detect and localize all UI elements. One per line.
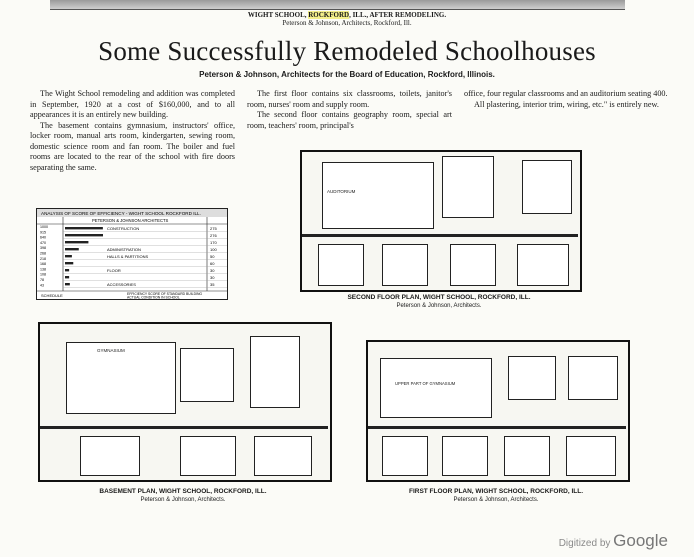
locker-room	[180, 348, 234, 402]
sf-class-room-1	[318, 244, 364, 286]
first-floor-architects: Peterson & Johnson, Architects.	[453, 497, 539, 503]
chart-left-score: 138	[40, 267, 46, 272]
auditorium-label: AUDITORIUM	[327, 189, 356, 194]
chart-bar	[65, 234, 103, 236]
watermark-prefix: Digitized by	[558, 538, 614, 549]
c1-paragraph-1: The Wight School remodeling and addition was completed in September, 1920 at a cost of $160,000, and to all appearances it is an entirely new building.	[30, 89, 235, 119]
ff-class-room-top-1	[508, 356, 556, 400]
domestic-science-room	[254, 436, 312, 476]
chart-row-value: 35	[210, 282, 215, 287]
chart-bar	[65, 283, 70, 285]
chart-bar	[65, 276, 69, 278]
chart-bar	[65, 269, 69, 271]
ff-corridor-wall	[368, 426, 626, 429]
watermark-brand: Google	[613, 531, 668, 550]
chart-left-score: 470	[40, 240, 46, 245]
photo-caption-architects: Peterson & Johnson, Architects, Rockford, Ill.	[282, 19, 412, 27]
chart-row-value: 100	[210, 247, 217, 252]
building-photo-bottom	[50, 0, 625, 10]
chart-left-score: 78	[40, 278, 44, 282]
kindergarten-room	[80, 436, 140, 476]
text-column-1	[30, 89, 235, 173]
chart-left-score: 108	[40, 272, 46, 277]
second-floor-caption-title: SECOND FLOOR PLAN, WIGHT SCHOOL, ROCKFORD, ILL.	[347, 294, 531, 301]
upper-gym-label: UPPER PART OF GYMNASIUM	[395, 381, 456, 386]
photo-caption-prefix: WIGHT SCHOOL,	[247, 11, 309, 19]
google-digitized-watermark	[559, 531, 668, 551]
sf-class-room-2	[382, 244, 428, 286]
chart-left-score: 398	[40, 246, 46, 251]
photo-caption-city: ROCKFORD	[308, 11, 350, 19]
chart-bar	[65, 227, 103, 229]
c2-paragraph-2: The second floor contains geography room, special art room, teachers' room, principal's	[247, 110, 452, 130]
first-floor-plan	[366, 340, 630, 482]
c2-paragraph-1: The first floor contains six classrooms, toilets, janitor's room, nurses' room and supply room.	[247, 89, 452, 109]
article-subtitle: Peterson & Johnson, Architects for the Board of Education, Rockford, Illinois.	[199, 70, 495, 79]
c3-paragraph-2: All plastering, interior trim, wiring, etc." is entirely new.	[474, 99, 659, 109]
ff-class-room-top-2	[568, 356, 618, 400]
text-column-2	[247, 89, 452, 131]
efficiency-chart-svg	[37, 209, 227, 299]
chart-schedule-label: SCHEDULE	[41, 293, 63, 298]
chart-left-score: 43	[40, 283, 44, 288]
c3-paragraph-1: office, four regular classrooms and an auditorium seating 400.	[464, 89, 668, 98]
basement-plan	[38, 322, 332, 482]
photo-caption	[0, 11, 694, 27]
first-floor-caption	[366, 488, 626, 504]
chart-subheader: PETERSON & JOHNSON ARCHITECTS	[92, 218, 169, 223]
chart-row-label: FLOOR	[107, 268, 121, 273]
chart-row-label: ACCESSORIES	[107, 282, 136, 287]
chart-bar	[65, 248, 79, 250]
second-floor-caption	[300, 294, 578, 310]
second-floor-architects: Peterson & Johnson, Architects.	[396, 303, 482, 309]
second-floor-plan	[300, 150, 582, 292]
sf-class-room-top	[522, 160, 572, 214]
chart-legend-2: ACTUAL CONDITION IN SCHOOL	[127, 295, 180, 299]
chart-row-value: 275	[210, 226, 217, 231]
chart-header: ANALYSIS OF SCORE OF EFFICIENCY - WIGHT SCHOOL ROCKFORD ILL.	[41, 211, 201, 216]
basement-architects: Peterson & Johnson, Architects.	[140, 497, 226, 503]
article-title: Some Successfully Remodeled Schoolhouses	[98, 36, 596, 66]
ff-class-room-1	[382, 436, 428, 476]
c1-paragraph-2: The basement contains gymnasium, instructors' office, locker room, manual arts room, kindergarten, sewing room, domestic science room and fan room. The boiler and fuel rooms are located to the rear of the school with fire doors separating the same.	[30, 120, 235, 172]
chart-row-value: 60	[210, 261, 215, 266]
chart-row-value: 170	[210, 240, 217, 245]
basement-corridor-wall	[40, 426, 328, 429]
sf-class-room-4	[517, 244, 569, 286]
ff-class-room-2	[442, 436, 488, 476]
chart-row-label: ADMINISTRATION	[107, 247, 141, 252]
chart-bar	[65, 262, 73, 264]
chart-row-label: HALLS & PARTITIONS	[107, 254, 149, 259]
chart-row-label: CONSTRUCTION	[107, 226, 140, 231]
chart-bar	[65, 241, 88, 243]
chart-row-value: 30	[210, 268, 215, 273]
sewing-room	[180, 436, 236, 476]
first-floor-caption-title: FIRST FLOOR PLAN, WIGHT SCHOOL, ROCKFORD, ILL.	[408, 488, 584, 495]
chart-bar	[65, 255, 72, 257]
chart-left-score: 218	[40, 256, 46, 261]
text-column-3	[464, 89, 669, 110]
ff-class-room-4	[566, 436, 616, 476]
chart-row-value: 30	[210, 275, 215, 280]
efficiency-score-chart	[36, 208, 228, 300]
chart-left-score: 915	[40, 230, 46, 235]
sf-class-room-3	[450, 244, 496, 286]
manual-arts-room	[250, 336, 300, 408]
auditorium-room	[322, 162, 434, 229]
photo-caption-suffix: , ILL., AFTER REMODELING.	[349, 11, 447, 19]
gymnasium-label: GYMNASIUM	[97, 348, 125, 353]
upper-gym-space	[380, 358, 492, 418]
stage-room	[442, 156, 494, 218]
chart-left-score: 1000	[40, 225, 48, 229]
chart-left-score: 168	[40, 262, 46, 267]
ff-class-room-3	[504, 436, 550, 476]
chart-row-value: 276	[210, 233, 217, 238]
chart-row-value: 50	[210, 254, 215, 259]
chart-left-score: 268	[40, 251, 46, 256]
basement-caption	[38, 488, 328, 504]
sf-corridor-wall	[302, 234, 578, 237]
basement-caption-title: BASEMENT PLAN, WIGHT SCHOOL, ROCKFORD, ILL.	[99, 488, 267, 495]
gymnasium-room	[66, 342, 176, 414]
chart-left-score: 640	[40, 235, 46, 240]
chart-legend-1: EFFICIENCY SCORE OF STANDARD BUILDING	[127, 292, 203, 296]
